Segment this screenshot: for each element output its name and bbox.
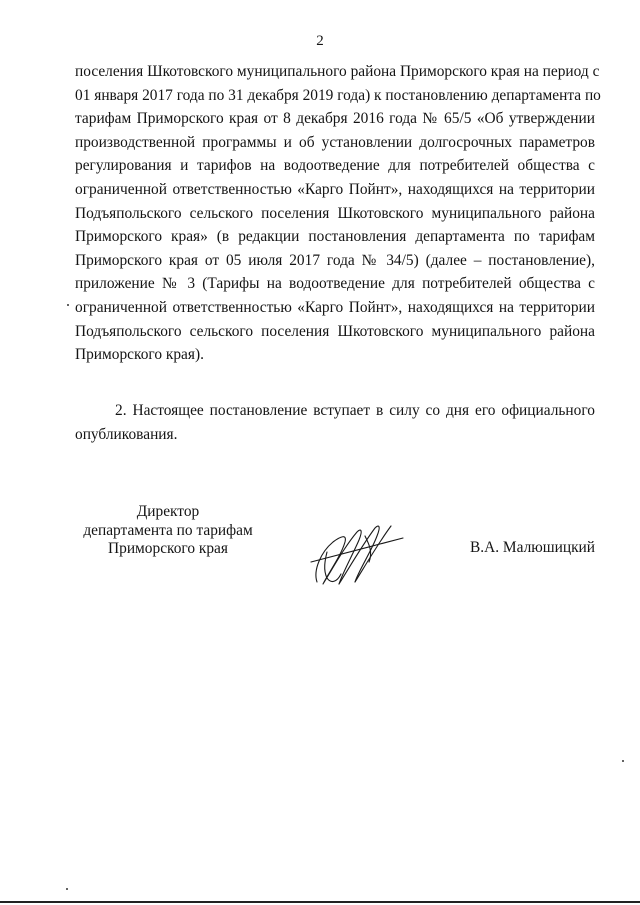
scan-speck xyxy=(67,304,69,306)
signatory-title-line: Директор xyxy=(136,503,200,520)
text-line: 2. Настоящее постановление вступает в силу со дня его официального xyxy=(115,402,595,419)
text-line: Подъяпольского сельского поселения Шкотовского муниципального района xyxy=(75,204,595,222)
text-line: опубликования. xyxy=(75,425,178,443)
handwritten-signature xyxy=(303,512,413,592)
signatory-title-line: департамента по тарифам xyxy=(83,521,253,539)
scan-edge-line xyxy=(0,901,640,903)
text-line: тарифам Приморского края от 8 декабря 2016 года № 65/5 «Об утверждении xyxy=(75,110,595,128)
paragraph-2 xyxy=(75,399,595,446)
text-line: ограниченной ответственностью «Карго Пойнт», находящихся на территории xyxy=(75,298,595,316)
text-line: Приморского края). xyxy=(75,346,204,364)
page-number: 2 xyxy=(316,33,324,49)
scan-speck xyxy=(622,760,624,762)
signatory-name: В.А. Малюшицкий xyxy=(470,539,596,556)
scan-speck xyxy=(66,888,68,890)
text-line: производственной программы и об установлении долгосрочных параметров xyxy=(75,133,595,151)
text-line: ограниченной ответственностью «Карго Пойнт», находящихся на территории xyxy=(75,180,595,198)
signatory-title-line: Приморского края xyxy=(108,540,228,557)
text-line: Приморского края» (в редакции постановления департамента по тарифам xyxy=(75,228,595,246)
text-line: приложение № 3 (Тарифы на водоотведение для потребителей общества с xyxy=(75,275,595,293)
text-line: Подъяпольского сельского поселения Шкотовского муниципального района xyxy=(75,322,595,340)
text-line: регулирования и тарифов на водоотведение для потребителей общества с xyxy=(75,157,595,175)
text-line: поселения Шкотовского муниципального района Приморского края на период с xyxy=(75,63,600,80)
text-line: Приморского края от 05 июля 2017 года № 34/5) (далее – постановление), xyxy=(75,251,595,269)
paragraph-1 xyxy=(75,60,601,367)
text-line: 01 января 2017 года по 31 декабря 2019 года) к постановлению департамента по xyxy=(75,86,601,104)
signatory-title xyxy=(73,503,263,559)
